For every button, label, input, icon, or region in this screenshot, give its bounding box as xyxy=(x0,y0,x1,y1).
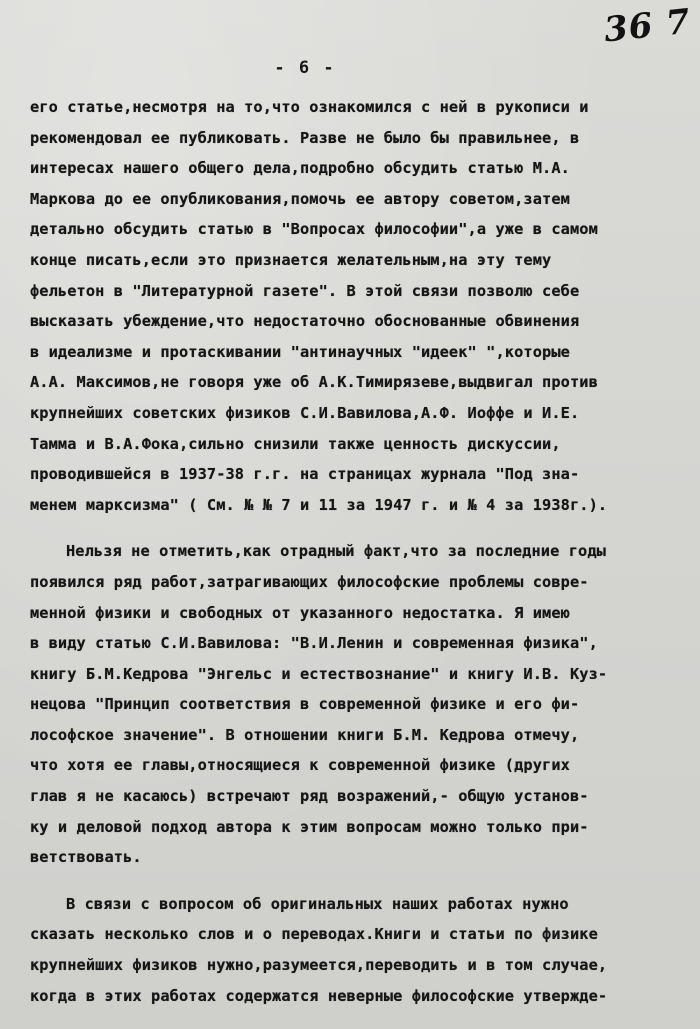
text-line: В связи с вопросом об оригинальных наших работах нужно xyxy=(66,894,569,913)
text-line: его статье,несмотря на то,что ознакомился с ней в рукописи и xyxy=(30,98,589,116)
text-line: фельетон в "Литературной газете". В этой связи позволю себе xyxy=(30,281,580,300)
document-body xyxy=(30,92,690,1011)
paragraph-gap xyxy=(30,520,690,536)
text-line: менем марксизма" ( См. № № 7 и 11 за 1947 г. и № 4 за 1938г.). xyxy=(30,495,608,514)
text-line: сказать несколько слов и о переводах.Книги и статьи по физике xyxy=(30,925,598,944)
text-line: менной физики и свободных от указанного недостатка. Я имею xyxy=(30,603,570,622)
text-line: детально обсудить статью в "Вопросах философии",а уже в самом xyxy=(30,220,598,239)
text-line: А.А. Максимов,не говоря уже об А.К.Тимирязеве,выдвигал против xyxy=(30,373,598,392)
text-line: ветствовать. xyxy=(30,848,142,867)
text-line: крупнейших советских физиков С.И.Вавилова,А.Ф. Иоффе и И.Е. xyxy=(30,403,580,422)
text-line: крупнейших физиков нужно,разумеется,переводить и в том случае, xyxy=(30,956,608,975)
text-line: что хотя ее главы,относящиеся к современной физике (других xyxy=(30,756,570,775)
paragraph-3 xyxy=(30,889,690,1011)
paragraph-2 xyxy=(30,536,690,873)
text-line: ку и деловой подход автора к этим вопросам можно только при- xyxy=(30,817,589,836)
text-line: книгу Б.М.Кедрова "Энгельс и естествознание" и книгу И.В. Куз- xyxy=(30,664,608,683)
text-line: рекомендовал ее публиковать. Разве не было бы правильнее, в xyxy=(30,128,580,147)
text-line: в идеализме и протаскивании "антинаучных "идеек" ",которые xyxy=(30,342,570,361)
text-line: интересах нашего общего дела,подробно обсудить статью М.А. xyxy=(30,159,570,178)
text-line: Нельзя не отметить,как отрадный факт,что за последние годы xyxy=(66,542,606,561)
archive-page-number: 36 7 xyxy=(602,1,693,51)
text-line: глав я не касаюсь) встречают ряд возражений,- общую установ- xyxy=(30,787,589,806)
text-line: в виду статью С.И.Вавилова: "В.И.Ленин и современная физика", xyxy=(30,634,598,653)
text-line: лософское значение". В отношении книги Б.М. Кедрова отмечу, xyxy=(30,725,580,744)
paragraph-1 xyxy=(30,92,690,520)
text-line: проводившейся в 1937-38 г.г. на страницах журнала "Под зна- xyxy=(30,465,580,484)
page-number: - 6 - xyxy=(274,58,336,78)
text-line: когда в этих работах содержатся неверные философские утвержде- xyxy=(30,986,608,1005)
text-line: появился ряд работ,затрагивающих философские проблемы совре- xyxy=(30,572,589,591)
text-line: конце писать,если это признается желательным,на эту тему xyxy=(30,250,552,269)
text-line: Маркова до ее опубликования,помочь ее автору советом,затем xyxy=(30,189,570,208)
text-line: нецова "Принцип соответствия в современной физике и его фи- xyxy=(30,695,580,714)
paragraph-gap xyxy=(30,873,690,889)
text-line: Тамма и В.А.Фока,сильно снизили также ценность дискуссии, xyxy=(30,434,561,453)
text-line: высказать убеждение,что недостаточно обоснованные обвинения xyxy=(30,312,580,331)
